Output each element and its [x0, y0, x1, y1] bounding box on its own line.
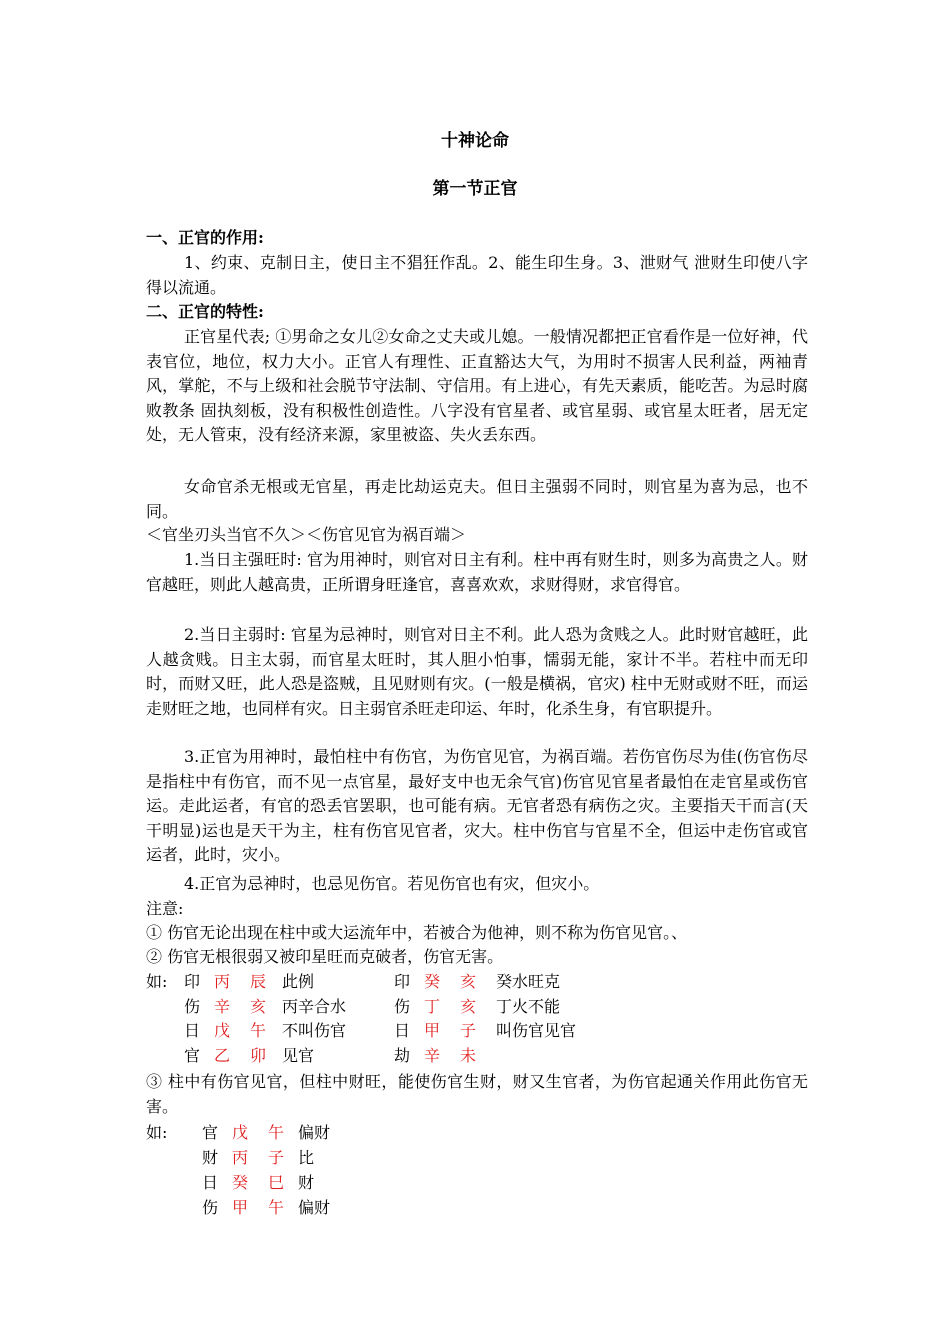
example-label-2: 如: [146, 1123, 168, 1142]
pillar-god: 劫 [394, 1045, 411, 1065]
paragraph-weak-day-master: 2.当日主弱时: 官星为忌神时，则官对日主不利。此人恐为贪贱之人。此时财官越旺，此人越贪贱。日主太弱，而官星太旺时，其人胆小怕事，懦弱无能，家计不半。若柱中而无印时，而财又旺，此人恐是盗贼，且见财则有灾。(一般是横祸，官灾) 柱中无财或财不旺，而运走财旺之地，也同样有灾。日主弱官杀旺走印运、年时，化杀生身，有官职提升。 [146, 625, 808, 718]
example-label: 如: [146, 972, 168, 991]
pillar-note: 见官 [282, 1045, 315, 1065]
heavenly-stem: 甲 [424, 1021, 441, 1040]
heavenly-stem: 辛 [424, 1045, 441, 1065]
pillar-god: 印 [394, 972, 411, 991]
heavenly-stem: 癸 [232, 1173, 249, 1192]
pillar-note: 癸水旺克 [496, 972, 561, 991]
earthly-branch: 未 [460, 1045, 477, 1065]
heavenly-stem: 丙 [232, 1148, 249, 1167]
heavenly-stem: 丁 [424, 996, 441, 1016]
heavenly-stem: 癸 [424, 972, 441, 991]
heading-role: 一、正官的作用: [146, 228, 264, 247]
earthly-branch: 亥 [460, 972, 477, 991]
pillar-god: 伤 [184, 996, 201, 1016]
pillar-note: 偏财 [298, 1123, 331, 1142]
earthly-branch: 亥 [250, 996, 267, 1016]
heading-traits: 二、正官的特性: [146, 302, 264, 321]
pillar-note: 丙辛合水 [282, 996, 347, 1016]
pillar-god: 日 [184, 1021, 201, 1040]
pillar-note: 丁火不能 [496, 996, 561, 1016]
pillar-note: 叫伤官见官 [496, 1021, 577, 1040]
earthly-branch: 午 [250, 1021, 267, 1040]
paragraph-taboo-god: 4.正官为忌神时，也忌见伤官。若见伤官也有灾，但灾小。 [184, 874, 600, 893]
paragraph-female-fate: 女命官杀无根或无官星，再走比劫运克夫。但日主强弱不同时，则官星为喜为忌，也不同。 [146, 477, 808, 521]
heavenly-stem: 甲 [232, 1198, 249, 1217]
earthly-branch: 巳 [268, 1173, 285, 1192]
heavenly-stem: 戊 [232, 1123, 249, 1142]
paragraph-role: 1、约束、克制日主，使日主不猖狂作乱。2、能生印生身。3、泄财气 泄财生印使八字得以流通。 [146, 253, 808, 297]
earthly-branch: 午 [268, 1198, 285, 1217]
pillar-note: 不叫伤官 [282, 1021, 347, 1040]
paragraph-traits: 正官星代表; ①男命之女儿②女命之丈夫或儿媳。一般情况都把正官看作是一位好神，代表官位，地位，权力大小。正官人有理性、正直豁达大气，为用时不损害人民利益，两袖青风，掌舵，不与上级和社会脱节守法制、守信用。有上进心，有先天素质，能吃苦。为忌时腐败教条 固执刻板，没有积极性创造性。八字没有官星者、或官星弱、或官星太旺者，居无定处，无人管束，没有经济来源，家里被盗、失火丢东西。 [146, 327, 808, 445]
pillar-god: 官 [202, 1123, 219, 1142]
heavenly-stem: 乙 [214, 1045, 231, 1065]
earthly-branch: 午 [268, 1123, 285, 1142]
note-item-2: ② 伤官无根很弱又被印星旺而克破者，伤官无害。 [146, 947, 504, 966]
heavenly-stem: 辛 [214, 996, 231, 1016]
paragraph-useful-god: 3.正官为用神时，最怕柱中有伤官，为伤官见官，为祸百端。若伤官伤尽为佳(伤官伤尽是指柱中有伤官，而不见一点官星，最好支中也无余气官)伤官见官星者最怕在走官星或伤官运。走此运者，有官的恐丢官罢职，也可能有病。无官者恐有病伤之灾。主要指天干而言(天干明显)运也是天干为主，柱有伤官见官者，灾大。柱中伤官与官星不全，但运中走伤官或官运者，此时，灾小。 [146, 747, 808, 865]
earthly-branch: 子 [460, 1021, 477, 1040]
paragraph-strong-day-master: 1.当日主强旺时: 官为用神时，则官对日主有利。柱中再有财生时，则多为高贵之人。财官越旺，则此人越高贵，正所谓身旺逢官，喜喜欢欢，求财得财，求官得官。 [146, 550, 808, 594]
earthly-branch: 子 [268, 1148, 285, 1167]
pillar-god: 伤 [202, 1198, 219, 1217]
heavenly-stem: 丙 [214, 972, 231, 991]
earthly-branch: 辰 [250, 972, 267, 991]
document-title: 十神论命 [441, 131, 509, 151]
pillar-note: 此例 [282, 972, 315, 991]
pillar-god: 日 [394, 1021, 411, 1040]
pillar-note: 财 [298, 1173, 315, 1192]
note-label: 注意: [146, 899, 184, 918]
pillar-god: 伤 [394, 996, 411, 1016]
quote-line: ＜官坐刃头当官不久＞＜伤官见官为祸百端＞ [146, 525, 467, 544]
pillar-god: 官 [184, 1045, 201, 1065]
note-item-1: ① 伤官无论出现在柱中或大运流年中，若被合为他神，则不称为伤官见官。、 [146, 923, 688, 942]
pillar-note: 偏财 [298, 1198, 331, 1217]
heavenly-stem: 戊 [214, 1021, 231, 1040]
pillar-note: 比 [298, 1148, 315, 1167]
pillar-god: 财 [202, 1148, 219, 1167]
section-title: 第一节正官 [432, 179, 518, 199]
note-item-3: ③ 柱中有伤官见官，但柱中财旺，能使伤官生财，财又生官者，为伤官起通关作用此伤官无害。 [146, 1072, 808, 1116]
pillar-god: 印 [184, 972, 201, 991]
earthly-branch: 亥 [460, 996, 477, 1016]
earthly-branch: 卯 [250, 1045, 267, 1065]
pillar-god: 日 [202, 1173, 219, 1192]
